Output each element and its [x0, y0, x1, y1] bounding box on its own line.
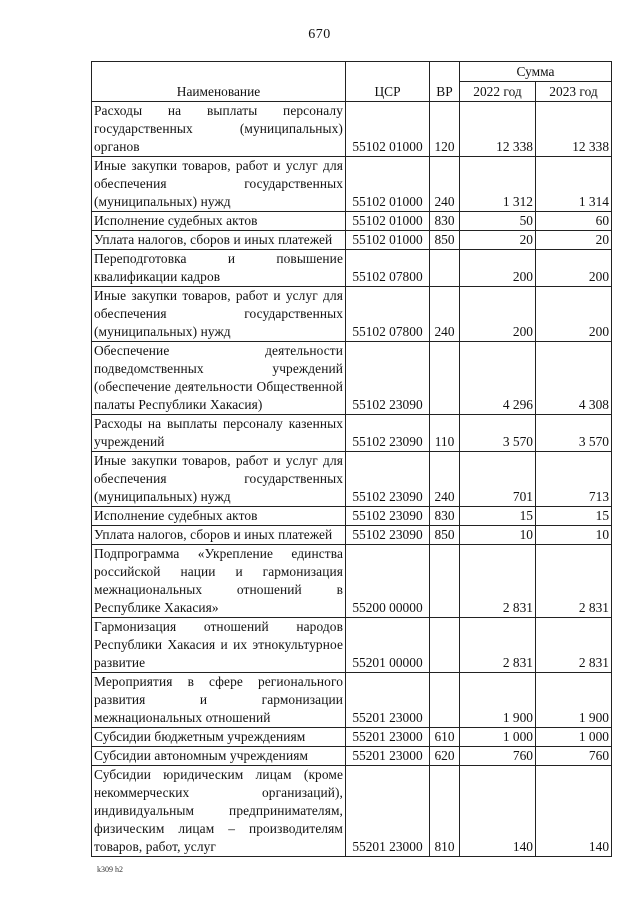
row-csr: 55102 23090: [346, 415, 430, 452]
row-sum-2023: 713: [536, 452, 612, 507]
row-sum-2023: 760: [536, 747, 612, 766]
table-row: [92, 250, 612, 287]
row-sum-2023: 20: [536, 231, 612, 250]
row-name: Мероприятия в сфере регионального развития и гармонизации межнациональных отношений: [92, 673, 346, 728]
row-csr: 55102 01000: [346, 102, 430, 157]
table-row: [92, 102, 612, 157]
table-row: [92, 415, 612, 452]
table-body: [92, 102, 612, 857]
page-number: 670: [308, 27, 331, 42]
row-vr: 850: [430, 231, 460, 250]
row-name: Иные закупки товаров, работ и услуг для обеспечения государственных (муниципальных) нужд: [92, 452, 346, 507]
row-name: Переподготовка и повышение квалификации кадров: [92, 250, 346, 287]
row-csr: 55201 23000: [346, 766, 430, 857]
row-csr: 55201 00000: [346, 618, 430, 673]
header-sum: Сумма: [460, 62, 612, 82]
row-sum-2022: 200: [460, 250, 536, 287]
row-vr: 610: [430, 728, 460, 747]
row-sum-2023: 1 900: [536, 673, 612, 728]
row-vr: [430, 545, 460, 618]
row-vr: 120: [430, 102, 460, 157]
row-vr: 810: [430, 766, 460, 857]
row-sum-2023: 3 570: [536, 415, 612, 452]
row-name: Иные закупки товаров, работ и услуг для обеспечения государственных (муниципальных) нужд: [92, 157, 346, 212]
table-row: [92, 545, 612, 618]
row-csr: 55102 23090: [346, 507, 430, 526]
row-csr: 55102 01000: [346, 212, 430, 231]
table-row: [92, 342, 612, 415]
table-row: [92, 747, 612, 766]
row-sum-2022: 12 338: [460, 102, 536, 157]
row-vr: [430, 342, 460, 415]
row-csr: 55102 01000: [346, 157, 430, 212]
row-name: Субсидии юридическим лицам (кроме некоммерческих организаций), индивидуальным предпринимателям, физическим лицам – производителям товаров, работ, услуг: [92, 766, 346, 857]
row-name: Исполнение судебных актов: [92, 212, 346, 231]
row-csr: 55201 23000: [346, 747, 430, 766]
row-sum-2023: 2 831: [536, 618, 612, 673]
row-name: Уплата налогов, сборов и иных платежей: [92, 231, 346, 250]
row-sum-2022: 140: [460, 766, 536, 857]
row-sum-2023: 60: [536, 212, 612, 231]
row-vr: 830: [430, 212, 460, 231]
row-name: Обеспечение деятельности подведомственных учреждений (обеспечение деятельности Общественной палаты Республики Хакасия): [92, 342, 346, 415]
row-sum-2022: 200: [460, 287, 536, 342]
row-sum-2023: 12 338: [536, 102, 612, 157]
row-sum-2022: 1 900: [460, 673, 536, 728]
row-name: Расходы на выплаты персоналу государственных (муниципальных) органов: [92, 102, 346, 157]
row-vr: 240: [430, 452, 460, 507]
table-row: [92, 728, 612, 747]
row-sum-2023: 200: [536, 250, 612, 287]
table-row: [92, 212, 612, 231]
row-sum-2023: 200: [536, 287, 612, 342]
row-csr: 55102 07800: [346, 287, 430, 342]
table-row: [92, 766, 612, 857]
row-vr: 830: [430, 507, 460, 526]
table-row: [92, 526, 612, 545]
row-sum-2023: 2 831: [536, 545, 612, 618]
row-vr: 620: [430, 747, 460, 766]
table-row: [92, 157, 612, 212]
row-sum-2022: 20: [460, 231, 536, 250]
row-sum-2022: 1 000: [460, 728, 536, 747]
row-name: Субсидии автономным учреждениям: [92, 747, 346, 766]
row-csr: 55200 00000: [346, 545, 430, 618]
row-csr: 55102 23090: [346, 342, 430, 415]
row-sum-2023: 10: [536, 526, 612, 545]
footer-code: k309 h2: [97, 865, 123, 874]
row-csr: 55201 23000: [346, 728, 430, 747]
row-name: Уплата налогов, сборов и иных платежей: [92, 526, 346, 545]
row-name: Расходы на выплаты персоналу казенных учреждений: [92, 415, 346, 452]
row-vr: [430, 250, 460, 287]
row-sum-2022: 2 831: [460, 545, 536, 618]
header-name: Наименование: [92, 62, 346, 102]
budget-table: [91, 61, 612, 857]
row-name: Иные закупки товаров, работ и услуг для обеспечения государственных (муниципальных) нужд: [92, 287, 346, 342]
row-sum-2022: 10: [460, 526, 536, 545]
row-csr: 55102 07800: [346, 250, 430, 287]
row-sum-2023: 15: [536, 507, 612, 526]
row-name: Гармонизация отношений народов Республики Хакасия и их этнокультурное развитие: [92, 618, 346, 673]
row-vr: [430, 618, 460, 673]
row-vr: 850: [430, 526, 460, 545]
header-year-2022: 2022 год: [460, 82, 536, 102]
row-sum-2022: 760: [460, 747, 536, 766]
row-vr: 240: [430, 287, 460, 342]
header-csr: ЦСР: [346, 62, 430, 102]
row-sum-2022: 2 831: [460, 618, 536, 673]
table-row: [92, 507, 612, 526]
row-sum-2023: 1 314: [536, 157, 612, 212]
row-vr: 240: [430, 157, 460, 212]
row-sum-2022: 4 296: [460, 342, 536, 415]
table-row: [92, 452, 612, 507]
header-vr: ВР: [430, 62, 460, 102]
row-sum-2022: 50: [460, 212, 536, 231]
table-row: [92, 673, 612, 728]
row-csr: 55102 01000: [346, 231, 430, 250]
row-sum-2022: 701: [460, 452, 536, 507]
row-vr: 110: [430, 415, 460, 452]
row-sum-2022: 1 312: [460, 157, 536, 212]
row-csr: 55102 23090: [346, 526, 430, 545]
row-sum-2022: 3 570: [460, 415, 536, 452]
row-sum-2023: 4 308: [536, 342, 612, 415]
row-name: Субсидии бюджетным учреждениям: [92, 728, 346, 747]
row-name: Исполнение судебных актов: [92, 507, 346, 526]
header-year-2023: 2023 год: [536, 82, 612, 102]
row-sum-2023: 1 000: [536, 728, 612, 747]
table-row: [92, 231, 612, 250]
row-sum-2022: 15: [460, 507, 536, 526]
table-row: [92, 287, 612, 342]
row-name: Подпрограмма «Укрепление единства российской нации и гармонизация межнациональных отношений в Республике Хакасия»: [92, 545, 346, 618]
row-csr: 55201 23000: [346, 673, 430, 728]
row-vr: [430, 673, 460, 728]
row-csr: 55102 23090: [346, 452, 430, 507]
row-sum-2023: 140: [536, 766, 612, 857]
table-row: [92, 618, 612, 673]
table-header: [92, 62, 612, 102]
